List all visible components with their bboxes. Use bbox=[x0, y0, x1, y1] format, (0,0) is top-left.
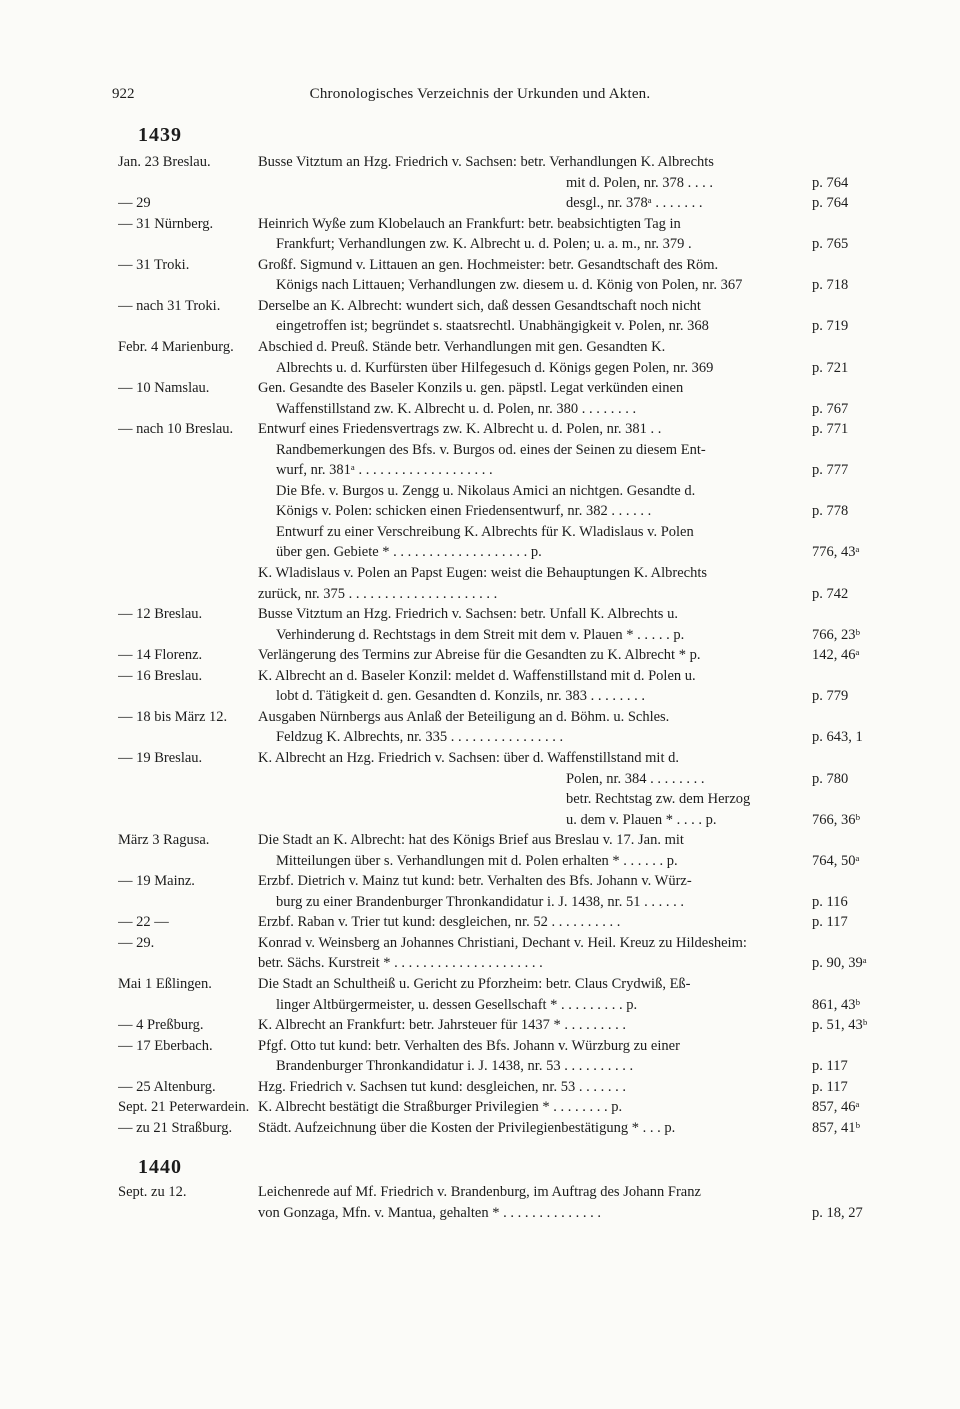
entry-line bbox=[0, 727, 960, 747]
entry-line bbox=[0, 995, 960, 1015]
entry-date-place: — 17 Eberbach. bbox=[118, 1037, 213, 1054]
entry-line bbox=[0, 830, 960, 850]
entry-text: Albrechts u. d. Kurfürsten über Hilfegesuch d. Königs gegen Polen, nr. 369 bbox=[276, 359, 714, 376]
entry-date-place: — 16 Breslau. bbox=[118, 667, 203, 684]
entry-text: Entwurf zu einer Verschreibung K. Albrechts für K. Wladislaus v. Polen bbox=[276, 523, 694, 540]
entry-text: Gen. Gesandte des Baseler Konzils u. gen. päpstl. Legat verkünden einen bbox=[258, 380, 684, 397]
entry-page-ref: p. 779 bbox=[812, 688, 849, 705]
entry-line bbox=[0, 707, 960, 727]
entry-line bbox=[0, 789, 960, 809]
entry-line bbox=[0, 892, 960, 912]
entry-date-place: — nach 31 Troki. bbox=[118, 297, 221, 314]
entry-text: K. Albrecht an d. Baseler Konzil: meldet d. Waffenstillstand mit d. Polen u. bbox=[258, 667, 696, 684]
entry-text: betr. Sächs. Kurstreit * . . . . . . . . . . . . . . . . . . . . . bbox=[258, 955, 543, 972]
entry-line bbox=[0, 563, 960, 583]
entry-line bbox=[0, 193, 960, 213]
entry-text: Derselbe an K. Albrecht: wundert sich, daß dessen Gesandtschaft noch nicht bbox=[258, 297, 701, 314]
entry-text: Polen, nr. 384 . . . . . . . . bbox=[566, 770, 705, 787]
entry-date-place: — 10 Namslau. bbox=[118, 380, 210, 397]
entry-page-ref: p. 718 bbox=[812, 277, 849, 294]
entry-page-ref: 857, 41ᵇ bbox=[812, 1119, 860, 1136]
entry-line bbox=[0, 1118, 960, 1138]
entry-page-ref: 776, 43ᵃ bbox=[812, 544, 860, 561]
entry-date-place: März 3 Ragusa. bbox=[118, 832, 210, 849]
entry-line bbox=[0, 584, 960, 604]
entry-text: Entwurf eines Friedensvertrags zw. K. Albrecht u. d. Polen, nr. 381 . . bbox=[258, 421, 662, 438]
entry-page-ref: p. 742 bbox=[812, 585, 849, 602]
entry-date-place: Febr. 4 Marienburg. bbox=[118, 338, 234, 355]
entry-page-ref: 857, 46ᵃ bbox=[812, 1099, 860, 1116]
entry-line bbox=[0, 1036, 960, 1056]
entry-text: Königs nach Littauen; Verhandlungen zw. diesem u. d. König von Polen, nr. 367 bbox=[276, 277, 743, 294]
entry-line bbox=[0, 1015, 960, 1035]
entry-line bbox=[0, 419, 960, 439]
entry-date-place: — 29 bbox=[118, 195, 151, 212]
entry-text: Pfgf. Otto tut kund: betr. Verhalten des Bfs. Johann v. Würzburg zu einer bbox=[258, 1037, 680, 1054]
entry-line bbox=[0, 481, 960, 501]
entry-line bbox=[0, 1203, 960, 1223]
entry-text: Erzbf. Raban v. Trier tut kund: desgleichen, nr. 52 . . . . . . . . . . bbox=[258, 914, 621, 931]
entry-text: Feldzug K. Albrechts, nr. 335 . . . . . . . . . . . . . . . . bbox=[276, 729, 564, 746]
entry-date-place: — 19 Mainz. bbox=[118, 873, 195, 890]
entry-line bbox=[0, 1182, 960, 1202]
entry-date-place: — 31 Nürnberg. bbox=[118, 215, 214, 232]
entry-line bbox=[0, 214, 960, 234]
entry-text: Ausgaben Nürnbergs aus Anlaß der Beteiligung an d. Böhm. u. Schles. bbox=[258, 708, 670, 725]
entry-text: lobt d. Tätigkeit d. gen. Gesandten d. Konzils, nr. 383 . . . . . . . . bbox=[276, 688, 646, 705]
entry-text: Randbemerkungen des Bfs. v. Burgos od. eines der Seinen zu diesem Ent- bbox=[276, 441, 706, 458]
entry-text: K. Albrecht an Hzg. Friedrich v. Sachsen: über d. Waffenstillstand mit d. bbox=[258, 749, 679, 766]
entry-date-place: Sept. zu 12. bbox=[118, 1184, 187, 1200]
entry-text: zurück, nr. 375 . . . . . . . . . . . . . . . . . . . . . bbox=[258, 585, 498, 602]
entry-text: von Gonzaga, Mfn. v. Mantua, gehalten * . . . . . . . . . . . . . . bbox=[258, 1204, 601, 1221]
page-number: 922 bbox=[112, 86, 135, 102]
entry-text: Die Stadt an Schultheiß u. Gericht zu Pforzheim: betr. Claus Crydwiß, Eß- bbox=[258, 976, 691, 992]
entry-line bbox=[0, 296, 960, 316]
entry-line bbox=[0, 686, 960, 706]
entry-text: K. Wladislaus v. Polen an Papst Eugen: weist die Behauptungen K. Albrechts bbox=[258, 565, 708, 581]
entry-line bbox=[0, 542, 960, 562]
entry-text: Erzbf. Dietrich v. Mainz tut kund: betr. Verhalten des Bfs. Johann v. Würz- bbox=[258, 873, 692, 890]
entry-text: betr. Rechtstag zw. dem Herzog bbox=[566, 791, 751, 808]
entry-date-place: — 22 — bbox=[118, 914, 169, 931]
entry-page-ref: p. 90, 39ᵃ bbox=[812, 955, 867, 972]
entry-line bbox=[0, 1097, 960, 1117]
entry-text: wurf, nr. 381ᵃ . . . . . . . . . . . . . . . . . . . bbox=[276, 462, 493, 479]
entry-date-place: — 14 Florenz. bbox=[118, 647, 203, 664]
entry-page-ref: p. 764 bbox=[812, 195, 849, 212]
entry-page-ref: p. 780 bbox=[812, 770, 849, 787]
entry-date-place: — 31 Troki. bbox=[118, 256, 190, 273]
entry-text: Großf. Sigmund v. Littauen an gen. Hochmeister: betr. Gesandtschaft des Röm. bbox=[258, 256, 719, 273]
entry-text: Verlängerung des Termins zur Abreise für die Gesandten zu K. Albrecht * p. bbox=[258, 647, 701, 664]
entry-page-ref: p. 778 bbox=[812, 503, 849, 520]
entry-line bbox=[0, 625, 960, 645]
entry-page-ref: p. 719 bbox=[812, 318, 849, 335]
entry-page-ref: p. 117 bbox=[812, 1078, 848, 1095]
entry-line bbox=[0, 234, 960, 254]
entry-text: Waffenstillstand zw. K. Albrecht u. d. Polen, nr. 380 . . . . . . . . bbox=[276, 400, 637, 417]
entry-text: Heinrich Wyße zum Klobelauch an Frankfurt: betr. beabsichtigten Tag in bbox=[258, 215, 681, 232]
entry-date-place: Sept. 21 Peterwardein. bbox=[118, 1099, 250, 1116]
entry-line bbox=[0, 378, 960, 398]
entry-line bbox=[0, 851, 960, 871]
entry-page-ref: p. 116 bbox=[812, 893, 848, 910]
entry-line bbox=[0, 316, 960, 336]
entry-page-ref: p. 767 bbox=[812, 400, 849, 417]
entry-date-place: — 18 bis März 12. bbox=[118, 708, 228, 725]
entry-date-place: — nach 10 Breslau. bbox=[118, 421, 234, 438]
entry-page-ref: p. 117 bbox=[812, 1058, 848, 1075]
entry-date-place: — 4 Preßburg. bbox=[118, 1017, 204, 1034]
year-heading-1440: 1440 bbox=[138, 1156, 182, 1178]
entry-text: Hzg. Friedrich v. Sachsen tut kund: desgleichen, nr. 53 . . . . . . . bbox=[258, 1078, 626, 1095]
entry-page-ref: 764, 50ᵃ bbox=[812, 852, 860, 869]
entry-text: mit d. Polen, nr. 378 . . . . bbox=[566, 174, 714, 191]
entry-page-ref: p. 51, 43ᵇ bbox=[812, 1017, 868, 1034]
entry-page-ref: p. 643, 1 bbox=[812, 729, 863, 746]
year-heading-1439: 1439 bbox=[138, 124, 182, 146]
entry-line bbox=[0, 275, 960, 295]
entry-line bbox=[0, 501, 960, 521]
entry-line bbox=[0, 933, 960, 953]
entry-line bbox=[0, 974, 960, 994]
entry-date-place: — 25 Altenburg. bbox=[118, 1078, 216, 1095]
entry-line bbox=[0, 460, 960, 480]
entry-text: Busse Vitztum an Hzg. Friedrich v. Sachsen: betr. Verhandlungen K. Albrechts bbox=[258, 154, 714, 170]
entry-text: Die Bfe. v. Burgos u. Zengg u. Nikolaus Amici an nichtgen. Gesandte d. bbox=[276, 482, 696, 499]
entry-text: desgl., nr. 378ᵃ . . . . . . . bbox=[566, 195, 703, 212]
entry-date-place: Jan. 23 Breslau. bbox=[118, 154, 211, 170]
entry-line bbox=[0, 810, 960, 830]
entry-text: Die Stadt an K. Albrecht: hat des Königs Brief aus Breslau v. 17. Jan. mit bbox=[258, 832, 684, 849]
entry-line bbox=[0, 912, 960, 932]
entry-page-ref: p. 777 bbox=[812, 462, 849, 479]
entry-date-place: — 12 Breslau. bbox=[118, 606, 203, 623]
entry-line bbox=[0, 748, 960, 768]
entry-text: Leichenrede auf Mf. Friedrich v. Brandenburg, im Auftrag des Johann Franz bbox=[258, 1184, 701, 1200]
entry-text: Busse Vitztum an Hzg. Friedrich v. Sachsen: betr. Unfall K. Albrechts u. bbox=[258, 606, 678, 623]
entry-text: linger Altbürgermeister, u. dessen Gesellschaft * . . . . . . . . . p. bbox=[276, 996, 638, 1013]
entry-page-ref: p. 765 bbox=[812, 236, 849, 253]
entry-date-place: — 29. bbox=[118, 934, 155, 951]
entry-date-place: Mai 1 Eßlingen. bbox=[118, 976, 212, 992]
entry-text: Städt. Aufzeichnung über die Kosten der Privilegienbestätigung * . . . p. bbox=[258, 1119, 676, 1136]
entry-line bbox=[0, 769, 960, 789]
entry-text: K. Albrecht an Frankfurt: betr. Jahrsteuer für 1437 * . . . . . . . . . bbox=[258, 1017, 627, 1034]
entry-line bbox=[0, 337, 960, 357]
entry-text: Mitteilungen über s. Verhandlungen mit d. Polen erhalten * . . . . . . p. bbox=[276, 852, 678, 869]
entry-line bbox=[0, 440, 960, 460]
entry-page-ref: 861, 43ᵇ bbox=[812, 996, 860, 1013]
entry-line bbox=[0, 871, 960, 891]
entry-line bbox=[0, 358, 960, 378]
entry-line bbox=[0, 1077, 960, 1097]
entry-line bbox=[0, 645, 960, 665]
entry-page-ref: p. 18, 27 bbox=[812, 1204, 863, 1221]
entry-line bbox=[0, 953, 960, 973]
entry-page-ref: p. 764 bbox=[812, 174, 849, 191]
entry-text: K. Albrecht bestätigt die Straßburger Privilegien * . . . . . . . . p. bbox=[258, 1099, 623, 1116]
entry-page-ref: p. 721 bbox=[812, 359, 849, 376]
entry-text: Brandenburger Thronkandidatur i. J. 1438, nr. 53 . . . . . . . . . . bbox=[276, 1058, 634, 1075]
entry-page-ref: 766, 23ᵇ bbox=[812, 626, 860, 643]
entry-text: über gen. Gebiete * . . . . . . . . . . . . . . . . . . . p. bbox=[276, 544, 542, 561]
entry-line bbox=[0, 666, 960, 686]
entry-text: burg zu einer Brandenburger Thronkandidatur i. J. 1438, nr. 51 . . . . . . bbox=[276, 893, 684, 910]
entry-text: eingetroffen ist; begründet s. staatsrechtl. Unabhängigkeit v. Polen, nr. 368 bbox=[276, 318, 709, 335]
entry-line bbox=[0, 604, 960, 624]
entry-date-place: — zu 21 Straßburg. bbox=[118, 1119, 233, 1136]
entry-text: Verhinderung d. Rechtstags in dem Streit mit dem v. Plauen * . . . . . p. bbox=[276, 626, 685, 643]
entry-text: Abschied d. Preuß. Stände betr. Verhandlungen mit gen. Gesandten K. bbox=[258, 338, 666, 355]
entry-text: Frankfurt; Verhandlungen zw. K. Albrecht u. d. Polen; u. a. m., nr. 379 . bbox=[276, 236, 692, 253]
running-title: Chronologisches Verzeichnis der Urkunden und Akten. bbox=[309, 86, 651, 102]
entry-line bbox=[0, 1056, 960, 1076]
entry-line bbox=[0, 152, 960, 172]
entry-page-ref: p. 771 bbox=[812, 421, 849, 438]
entry-line bbox=[0, 255, 960, 275]
entry-page-ref: p. 117 bbox=[812, 914, 848, 931]
entry-text: u. dem v. Plauen * . . . . p. bbox=[566, 811, 717, 828]
entry-line bbox=[0, 173, 960, 193]
entry-text: Königs v. Polen: schicken einen Friedensentwurf, nr. 382 . . . . . . bbox=[276, 503, 652, 520]
entry-line bbox=[0, 399, 960, 419]
running-header bbox=[0, 86, 960, 108]
entry-text: Konrad v. Weinsberg an Johannes Christiani, Dechant v. Heil. Kreuz zu Hildesheim: bbox=[258, 934, 747, 951]
entry-page-ref: 766, 36ᵇ bbox=[812, 811, 860, 828]
entry-date-place: — 19 Breslau. bbox=[118, 749, 203, 766]
entry-line bbox=[0, 522, 960, 542]
entry-page-ref: 142, 46ᵃ bbox=[812, 647, 860, 664]
